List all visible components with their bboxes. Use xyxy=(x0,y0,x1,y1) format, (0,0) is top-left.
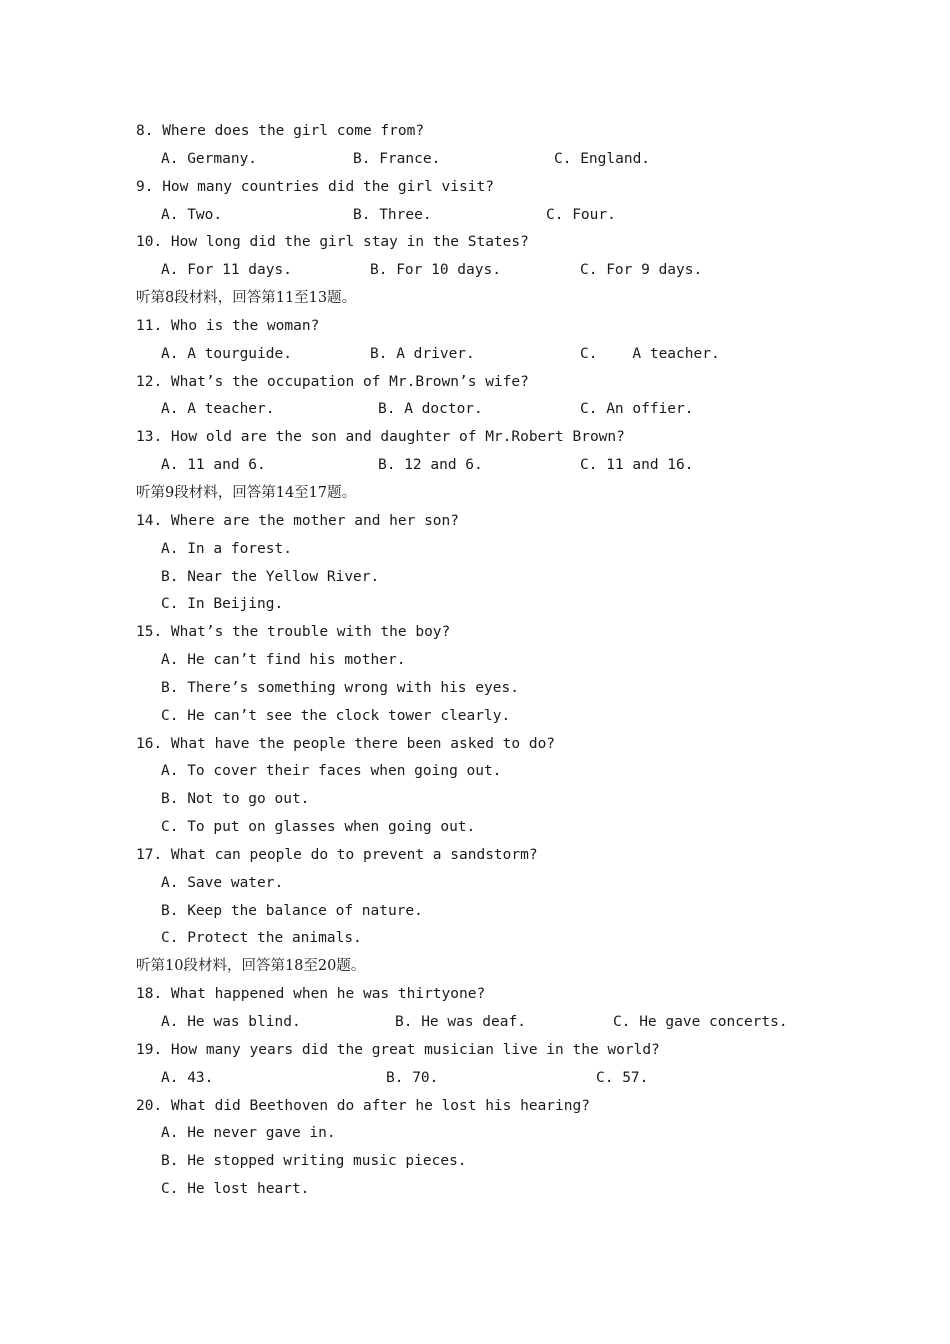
option-c: C. An offier. xyxy=(580,401,694,418)
option-b: B. 12 and 6. xyxy=(378,457,483,474)
option-b: B. France. xyxy=(353,150,441,167)
option-b: B. For 10 days. xyxy=(370,262,501,279)
option-a: A. 11 and 6. xyxy=(161,457,266,474)
option-a: A. He was blind. xyxy=(161,1014,301,1030)
option-a: A. In a forest. xyxy=(161,540,292,557)
option-c: C. Four. xyxy=(546,206,616,223)
question-12: 12. What’s the occupation of Mr.Brown’s wife? xyxy=(136,373,529,390)
option-b: B. He stopped writing music pieces. xyxy=(161,1153,467,1170)
option-b: B. Near the Yellow River. xyxy=(161,568,380,585)
section-heading-9: 听第9段材料，回答第14至17题。 xyxy=(136,484,357,501)
question-8: 8. Where does the girl come from? xyxy=(136,123,425,139)
question-16: 16. What have the people there been asked to do? xyxy=(136,735,556,752)
option-b: B. Three. xyxy=(353,206,432,223)
option-a: A. He can’t find his mother. xyxy=(161,652,406,669)
option-c: C. In Beijing. xyxy=(161,596,284,613)
option-b: B. Not to go out. xyxy=(161,791,310,808)
options-row-19 xyxy=(0,1065,950,1093)
question-13: 13. How old are the son and daughter of Mr.Robert Brown? xyxy=(136,429,625,446)
option-b: B. There’s something wrong with his eyes. xyxy=(161,679,519,696)
option-a: A. Two. xyxy=(161,206,223,223)
question-10: 10. How long did the girl stay in the States? xyxy=(136,234,529,251)
option-b: B. A driver. xyxy=(370,345,475,362)
option-a: A. A teacher. xyxy=(161,401,275,418)
option-a: A. Save water. xyxy=(161,874,284,891)
option-b: B. 70. xyxy=(386,1069,439,1086)
exam-page xyxy=(0,118,950,1204)
option-a: A. He never gave in. xyxy=(161,1125,336,1142)
option-c: C. 11 and 16. xyxy=(580,457,694,474)
option-c: C. A teacher. xyxy=(580,345,720,362)
options-row-8 xyxy=(0,146,950,174)
options-row-13 xyxy=(0,452,950,480)
question-19: 19. How many years did the great musician live in the world? xyxy=(136,1041,660,1058)
option-c: C. He gave concerts. xyxy=(613,1014,788,1030)
option-c: C. He can’t see the clock tower clearly. xyxy=(161,707,511,724)
option-a: A. To cover their faces when going out. xyxy=(161,763,502,780)
option-b: B. He was deaf. xyxy=(395,1014,526,1030)
option-a: A. For 11 days. xyxy=(161,262,292,279)
question-20: 20. What did Beethoven do after he lost his hearing? xyxy=(136,1097,590,1114)
options-row-18 xyxy=(0,1009,950,1037)
question-18: 18. What happened when he was thirtyone? xyxy=(136,986,486,1003)
options-row-11 xyxy=(0,341,950,369)
question-11: 11. Who is the woman? xyxy=(136,317,320,334)
question-9: 9. How many countries did the girl visit? xyxy=(136,178,494,195)
option-a: A. 43. xyxy=(161,1069,214,1086)
question-14: 14. Where are the mother and her son? xyxy=(136,512,460,529)
option-c: C. England. xyxy=(554,150,651,167)
option-b: B. A doctor. xyxy=(378,401,483,418)
option-c: C. Protect the animals. xyxy=(161,930,362,947)
section-heading-8: 听第8段材料，回答第11至13题。 xyxy=(136,290,357,307)
option-c: C. 57. xyxy=(596,1069,649,1086)
option-a: A. Germany. xyxy=(161,150,258,167)
option-c: C. To put on glasses when going out. xyxy=(161,819,476,836)
option-c: C. For 9 days. xyxy=(580,262,703,279)
section-heading-10: 听第10段材料，回答第18至20题。 xyxy=(136,958,366,975)
option-c: C. He lost heart. xyxy=(161,1181,310,1198)
question-15: 15. What’s the trouble with the boy? xyxy=(136,624,451,641)
question-17: 17. What can people do to prevent a sandstorm? xyxy=(136,846,538,863)
options-row-10 xyxy=(0,257,950,285)
option-b: B. Keep the balance of nature. xyxy=(161,902,423,919)
option-a: A. A tourguide. xyxy=(161,345,292,362)
options-row-9 xyxy=(0,202,950,230)
options-row-12 xyxy=(0,396,950,424)
